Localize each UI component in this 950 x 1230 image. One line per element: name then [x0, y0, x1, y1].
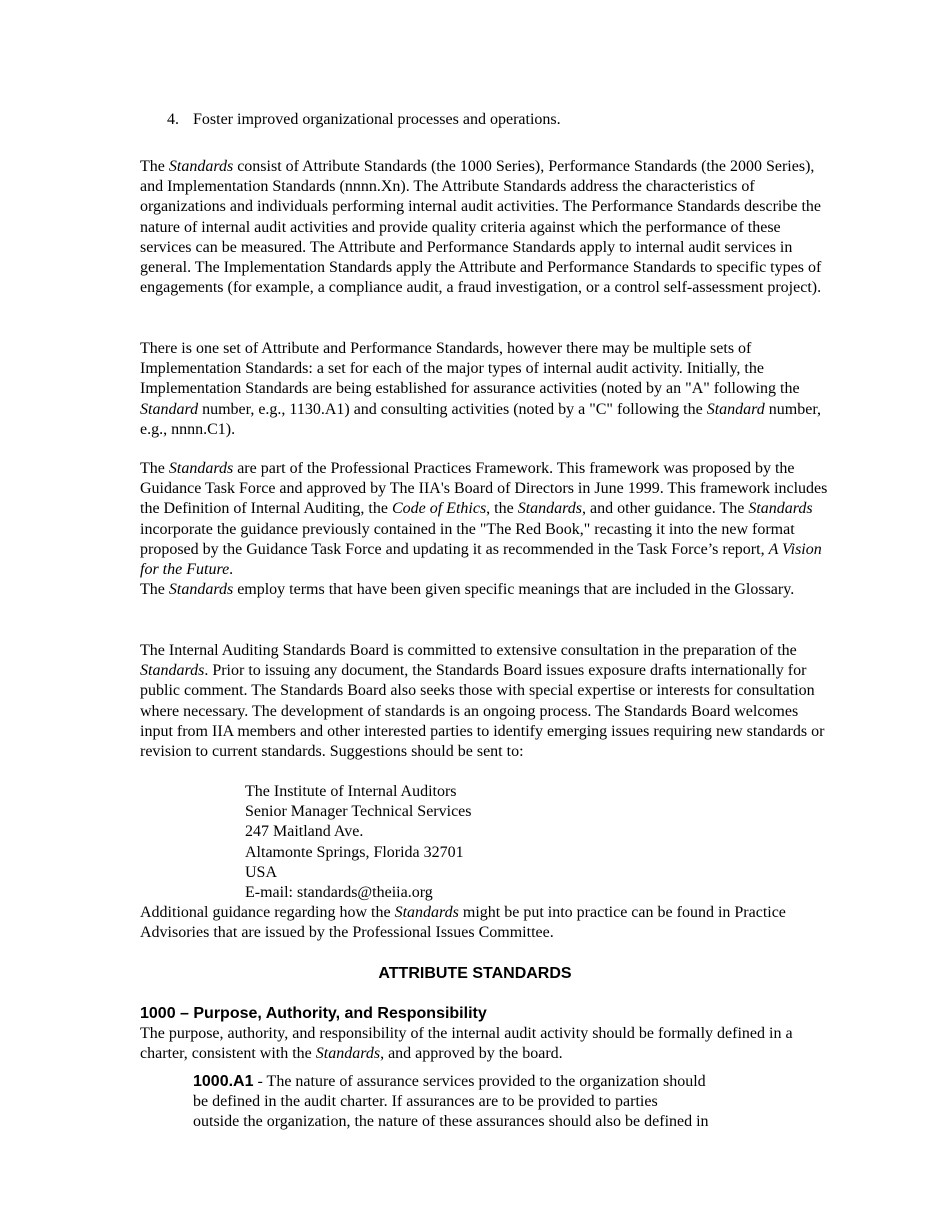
paragraph-professional-practices — [140, 459, 830, 600]
text-run: , and other guidance. The — [582, 500, 749, 518]
numbered-list-item — [167, 110, 561, 130]
text-run: consist of Attribute Standards (the 1000 Series), Performance Standards (the 2000 Series), and Implementation Standards (nnnn.Xn). The Attribute Standards address the characteristics of organizations and individuals performing internal audit activities. The Performance Standards describe the nature of internal audit activities and provide quality criteria against which the performance of these services can be measured. The Attribute and Performance Standards apply to internal audit services in general. The Implementation Standards apply the Attribute and Performance Standards to specific types of engagements (for example, a compliance audit, a fraud investigation, or a control self-assessment project). — [140, 158, 822, 297]
italic-term: A Vision for the Future — [140, 540, 822, 579]
italic-term: Standards — [394, 904, 459, 921]
a1-label: 1000.A1 — [193, 1073, 254, 1090]
address-line: USA — [245, 863, 278, 881]
text-run: . Prior to issuing any document, the Standards Board issues exposure drafts internationally for public comment. The Standards Board also seeks those with special expertise or interests for consultation where necessary. The development of standards is an ongoing process. The Standards Board welcomes input from IIA members and other interested parties to identify emerging issues requiring new standards or revision to current standards. Suggestions should be sent to: — [140, 662, 825, 761]
italic-term: Standards — [168, 158, 234, 175]
paragraph-standards-series — [140, 157, 830, 298]
italic-term: Standards — [748, 500, 813, 518]
italic-term: Standards — [315, 1045, 381, 1063]
text-run: The — [140, 460, 169, 477]
address-line: The Institute of Internal Auditors — [245, 783, 457, 800]
italic-term: Standards — [168, 581, 234, 599]
list-number: 4. — [167, 111, 179, 128]
address-email: E-mail: standards@theiia.org — [245, 884, 433, 902]
italic-term: Standards — [168, 460, 234, 477]
mailing-address — [245, 782, 472, 903]
text-run: The Internal Auditing Standards Board is committed to extensive consultation in the preparation of the — [140, 642, 797, 659]
text-run: might be put into practice can be found in Practice Advisories that are issued by the Professional Issues Committee. — [140, 904, 786, 942]
text-run: are part of the Professional Practices Framework. This framework was proposed by the Guidance Task Force and approved by The IIA's Board of Directors in June 1999. This framework includes the Definition of Internal Auditing, the — [140, 460, 828, 518]
section-heading: ATTRIBUTE STANDARDS — [378, 965, 572, 982]
italic-term: Code of Ethics — [391, 500, 487, 518]
a1-line — [193, 1072, 793, 1092]
a1-line: be defined in the audit charter. If assurances are to be provided to parties — [193, 1093, 658, 1111]
text-run: The purpose, authority, and responsibility of the internal audit activity should be formally defined in a charter, consistent with the — [140, 1025, 793, 1063]
text-run: incorporate the guidance previously contained in the "The Red Book," recasting it into the new format proposed by the Guidance Task Force and updating it as recommended in the Task Force’s report, — [140, 520, 795, 558]
paragraph-implementation-standards — [140, 339, 830, 440]
paragraph-1000-description — [140, 1024, 830, 1064]
standard-heading-1000: 1000 – Purpose, Authority, and Responsibility — [140, 1005, 487, 1022]
text-run: There is one set of Attribute and Performance Standards, however there may be multiple sets of Implementation Standards: a set for each of the major types of internal audit activity. Initially, the Implementation Standards are being established for assurance activities (noted by an "A" following the — [140, 340, 800, 398]
text-run: , and approved by the board. — [380, 1045, 563, 1063]
text-run: The — [140, 581, 169, 599]
a1-line: outside the organization, the nature of these assurances should also be defined in — [193, 1113, 709, 1131]
text-run: The — [140, 158, 169, 175]
italic-term: Standards — [517, 500, 583, 518]
text-run: Additional guidance regarding how the — [140, 904, 395, 921]
address-line: 247 Maitland Ave. — [245, 823, 364, 841]
text-run: number, e.g., nnnn.C1). — [140, 400, 822, 438]
paragraph-consultation — [140, 641, 830, 762]
address-line: Altamonte Springs, Florida 32701 — [245, 843, 464, 861]
text-run: employ terms that have been given specific meanings that are included in the Glossary. — [233, 581, 795, 599]
paragraph-practice-advisories — [140, 903, 830, 943]
text-run: number, e.g., 1130.A1) and consulting activities (noted by a "C" following the — [198, 400, 707, 418]
standard-1000-a1 — [193, 1072, 793, 1133]
text-run: , the — [486, 500, 518, 518]
list-item-text: Foster improved organizational processes and operations. — [193, 111, 561, 128]
address-line: Senior Manager Technical Services — [245, 803, 472, 821]
italic-term: Standards — [140, 662, 205, 680]
italic-term: Standard — [706, 400, 765, 418]
italic-term: Standard — [140, 400, 199, 418]
text-run: - The nature of assurance services provided to the organization should — [253, 1073, 706, 1090]
text-run: . — [229, 561, 234, 579]
